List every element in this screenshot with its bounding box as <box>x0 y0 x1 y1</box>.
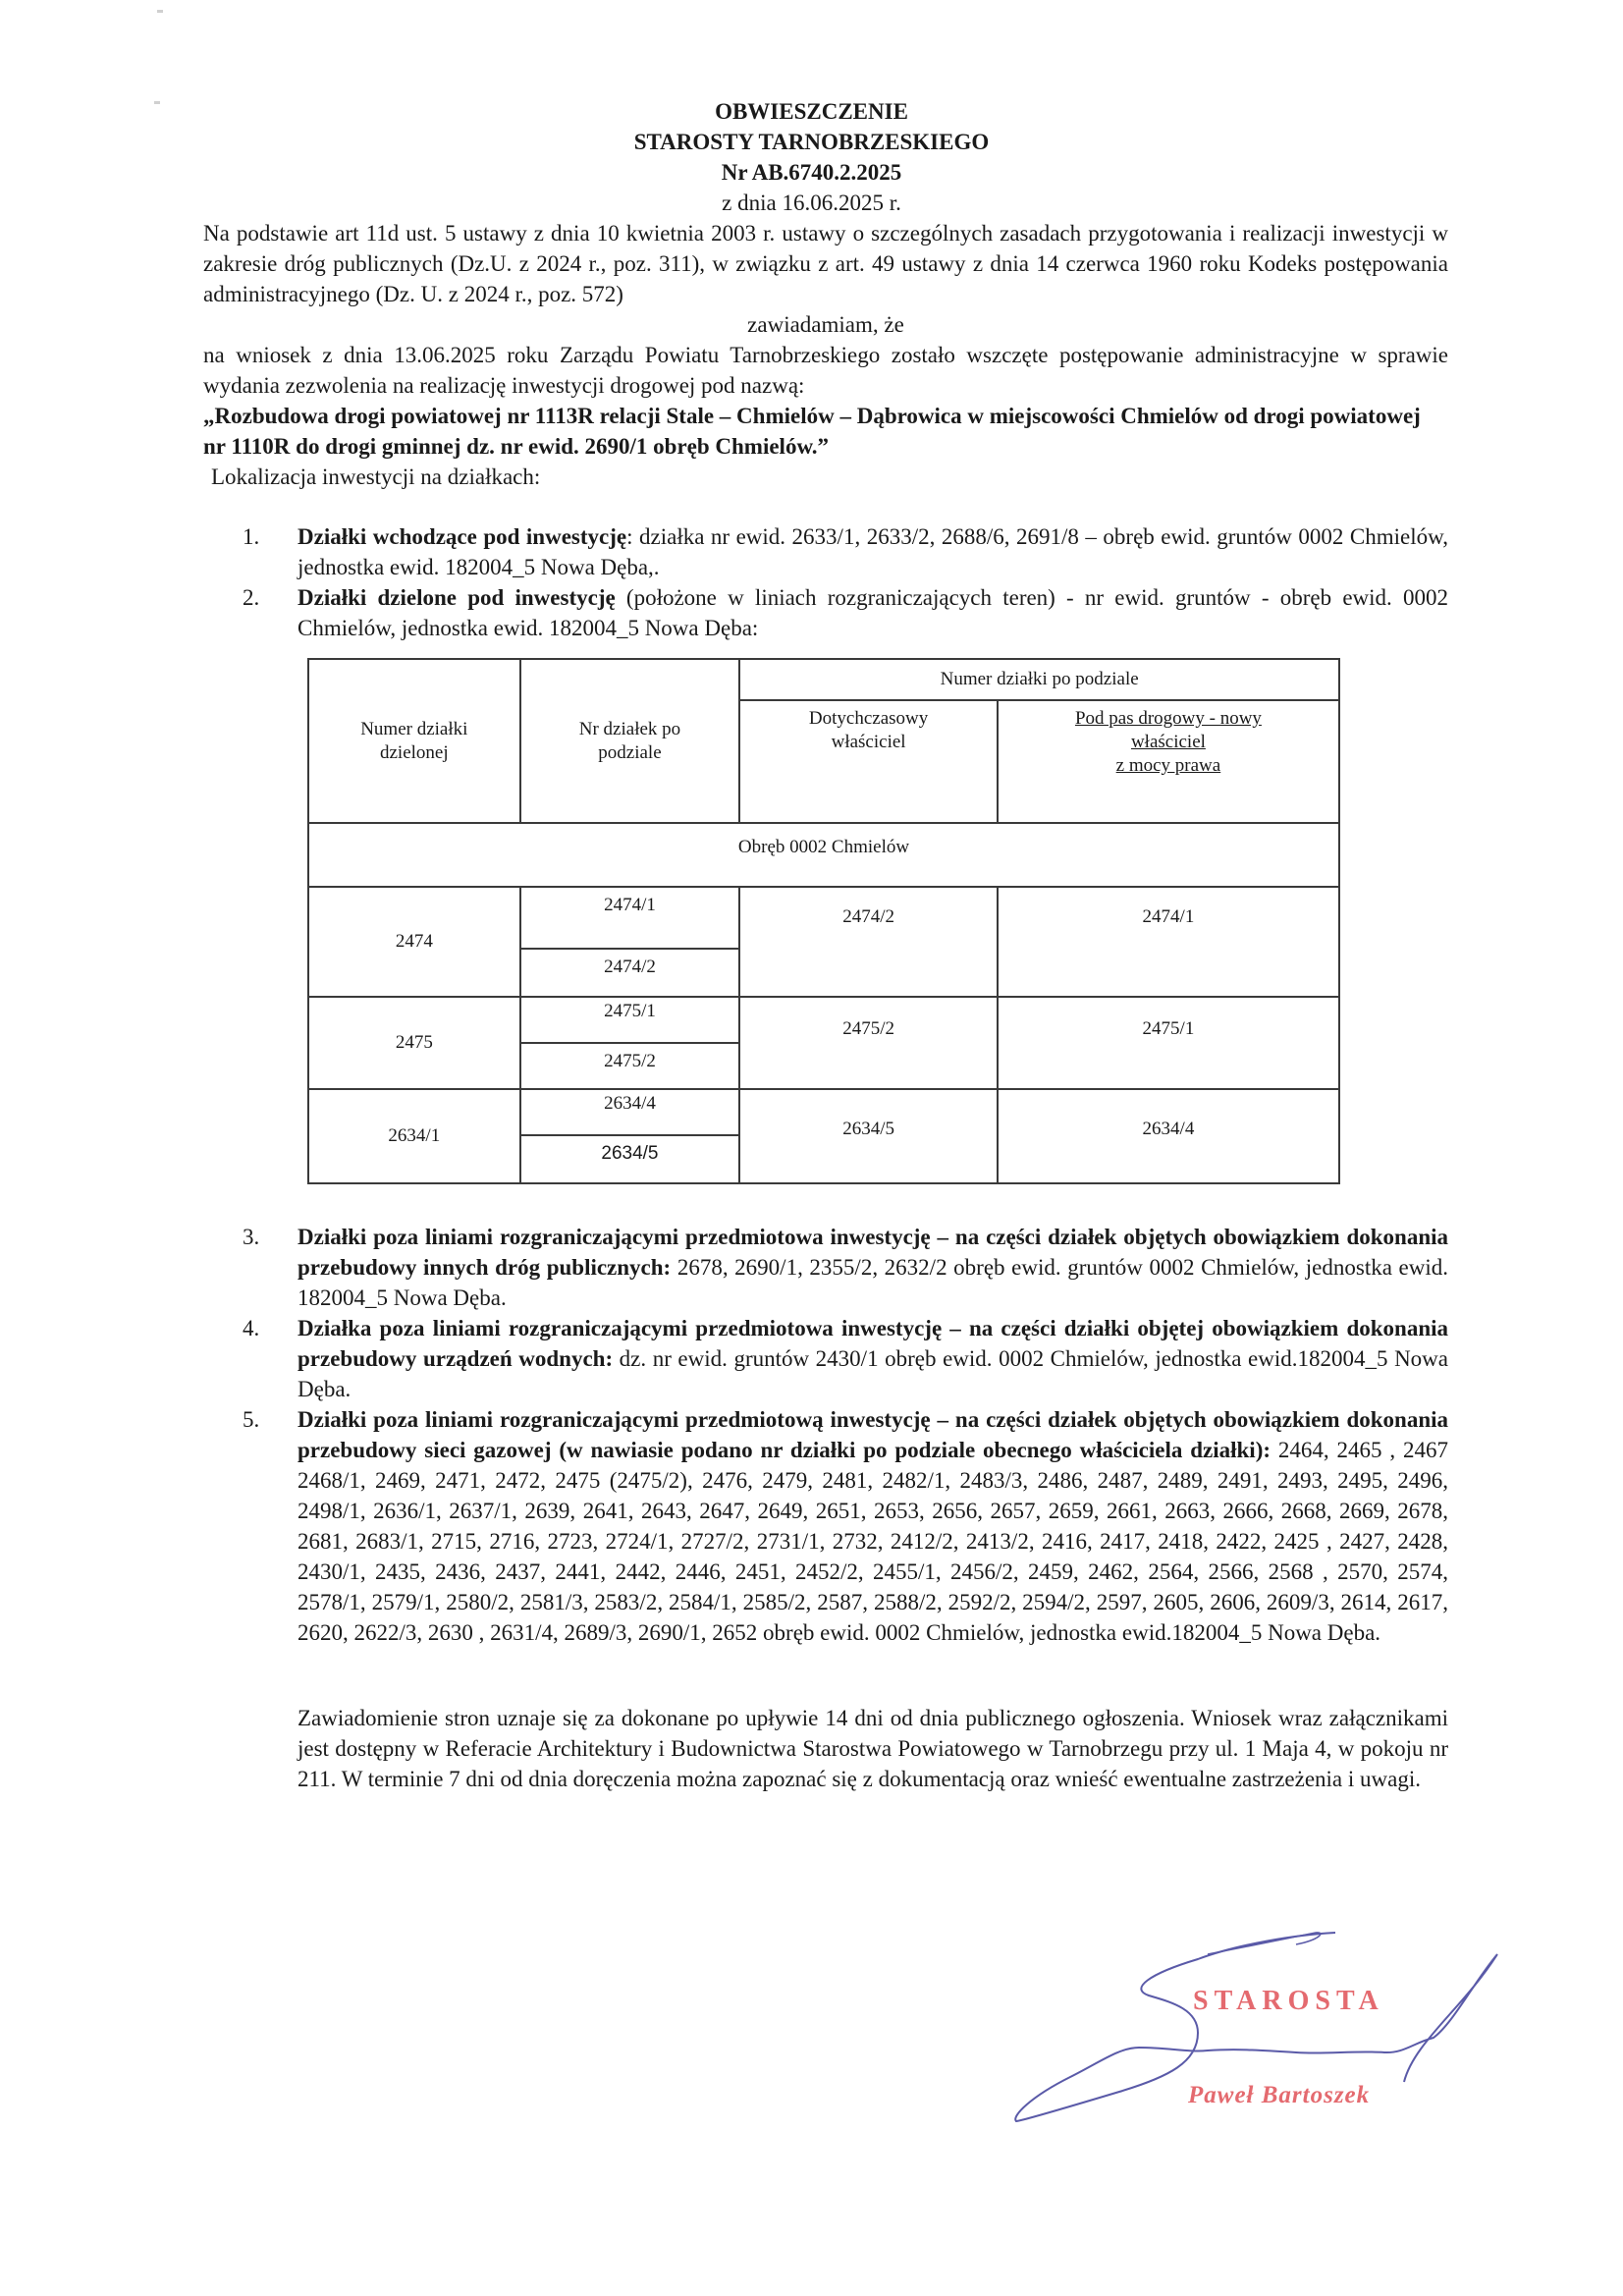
signature-icon <box>1001 1915 1591 2160</box>
proceedings-block <box>203 340 1448 492</box>
stamp-name: Paweł Bartoszek <box>1188 2082 1371 2108</box>
list-items-1-2 <box>243 521 1448 643</box>
header-group-after-split: Numer działki po podziale <box>739 659 1339 700</box>
section-row: Obręb 0002 Chmielów <box>308 823 1339 887</box>
list-item: 2. Działki dzielone pod inwestycję (położone w liniach rozgraniczających teren) - nr ewid. gruntów - obręb ewid. 0002 Chmielów, jednostka ewid. 182004_5 Nowa Dęba: <box>243 585 1448 640</box>
list-item: 5. Działki poza liniami rozgraniczającymi przedmiotową inwestycję – na części działek objętych obowiązkiem dokonania przebudowy sieci gazowej (w nawiasie podano nr działki po podziale obecnego właściciela działki): 2464, 2465 , 2467 2468/1, 2469, 2471, 2472, 2475 (2475/2), 2476, 2479, 2481, 2482/1, 2483/3, 2486, 2487, 2489, 2491, 2493, 2495, 2496, 2498/1, 2636/1, 2637/1, 2639, 2641, 2643, 2647, 2649, 2651, 2653, 2656, 2657, 2659, 2661, 2663, 2666, 2668, 2669, 2678, 2681, 2683/1, 2715, 2716, 2723, 2724/1, 2727/2, 2731/1, 2732, 2412/2, 2413/2, 2416, 2417, 2418, 2422, 2425 , 2427, 2428, 2430/1, 2435, 2436, 2437, 2441, 2442, 2446, 2451, 2452/2, 2455/1, 2456/2, 2459, 2462, 2564, 2566, 2568 , 2570, 2574, 2578/1, 2579/1, 2580/2, 2581/3, 2583/2, 2584/1, 2585/2, 2587, 2588/2, 2592/2, 2594/2, 2597, 2605, 2606, 2609/3, 2614, 2617, 2620, 2622/3, 2630 , 2631/4, 2689/3, 2690/1, 2652 obręb ewid. 0002 Chmielów, jednostka ewid.182004_5 Nowa Dęba. <box>243 1407 1448 1645</box>
table-row: 2475 2475/1 2475/2 2475/1 <box>308 997 1339 1043</box>
header-parcels-after-split: Nr działek po podziale <box>520 659 740 823</box>
plot-division-table: Numer działki dzielonej Nr działek po podziale Numer działki po podziale Dotychczasowy właściciel Pod pas drogowy - nowy właściciel z mocy prawa Obręb 0002 Chmielów 2474 2474/1 2474/2 2474/1 2474/2 2475 2475/1 2475/2 2475/1 2475/2 2634/1 2634/4 2634/5 2634/4 2634/5 <box>307 658 1340 1184</box>
list-item: 4. Działka poza liniami rozgraniczającymi przedmiotowa inwestycję – na części działki objętej obowiązkiem dokonania przebudowy urządzeń wodnych: dz. nr ewid. gruntów 2430/1 obręb ewid. 0002 Chmielów, jednostka ewid.182004_5 Nowa Dęba. <box>243 1316 1448 1401</box>
investment-name: „Rozbudowa drogi powiatowej nr 1113R relacji Stale – Chmielów – Dąbrowica w miejscowości Chmielów od drogi powiatowej nr 1110R do drogi gminnej dz. nr ewid. 2690/1 obręb Chmielów.” <box>203 404 1421 459</box>
document-number: Nr AB.6740.2.2025 <box>721 160 902 185</box>
list-items-3-5 <box>243 1222 1448 1648</box>
notice-word: zawiadamiam, że <box>747 312 904 337</box>
proceedings-text: na wniosek z dnia 13.06.2025 roku Zarządu Powiatu Tarnobrzeskiego zostało wszczęte postępowanie administracyjne w sprawie wydania zezwolenia na realizację inwestycji drogowej pod nazwą: <box>203 343 1448 398</box>
header-new-owner: Pod pas drogowy - nowy właściciel z mocy prawa <box>998 700 1339 823</box>
document-date: z dnia 16.06.2025 r. <box>722 191 901 215</box>
issuer: STAROSTY TARNOBRZESKIEGO <box>633 130 990 154</box>
header-parcel-divided: Numer działki dzielonej <box>308 659 520 823</box>
legal-basis: Na podstawie art 11d ust. 5 ustawy z dnia 10 kwietnia 2003 r. ustawy o szczególnych zasadach przygotowania i realizacji inwestycji w zakresie dróg publicznych (Dz.U. z 2024 r., poz. 311), w związku z art. 49 ustawy z dnia 14 czerwca 1960 roku Kodeks postępowania administracyjnego (Dz. U. z 2024 r., poz. 572) <box>203 221 1448 306</box>
list-item: 1. Działki wchodzące pod inwestycję: działka nr ewid. 2633/1, 2633/2, 2688/6, 2691/8 – obręb ewid. gruntów 0002 Chmielów, jednostka ewid. 182004_5 Nowa Dęba,. <box>243 524 1449 579</box>
table-row: 2474 2474/1 2474/2 2474/1 <box>308 887 1339 949</box>
closing-paragraph: Zawiadomienie stron uznaje się za dokonane po upływie 14 dni od dnia publicznego ogłoszenia. Wniosek wraz załącznikami jest dostępny w Referacie Architektury i Budownictwa Starostwa Powiatowego w Tarnobrzegu przy ul. 1 Maja 4, w pokoju nr 211. W terminie 7 dni od dnia doręczenia można zapoznać się z dokumentacją oraz wnieść ewentualne zastrzeżenia i uwagi. <box>298 1706 1448 1791</box>
stamp-title: STAROSTA <box>1193 1986 1384 2016</box>
document-title: OBWIESZCZENIE <box>715 99 908 124</box>
location-intro: Lokalizacja inwestycji na działkach: <box>211 465 541 489</box>
document-header <box>0 96 1623 218</box>
header-current-owner: Dotychczasowy właściciel <box>739 700 998 823</box>
scan-artifact <box>157 10 163 13</box>
table-row: 2634/1 2634/4 2634/5 2634/4 <box>308 1089 1339 1135</box>
list-item: 3. Działki poza liniami rozgraniczającymi przedmiotowa inwestycję – na części działek objętych obowiązkiem dokonania przebudowy innych dróg publicznych: 2678, 2690/1, 2355/2, 2632/2 obręb ewid. gruntów 0002 Chmielów, jednostka ewid. 182004_5 Nowa Dęba. <box>243 1225 1448 1310</box>
